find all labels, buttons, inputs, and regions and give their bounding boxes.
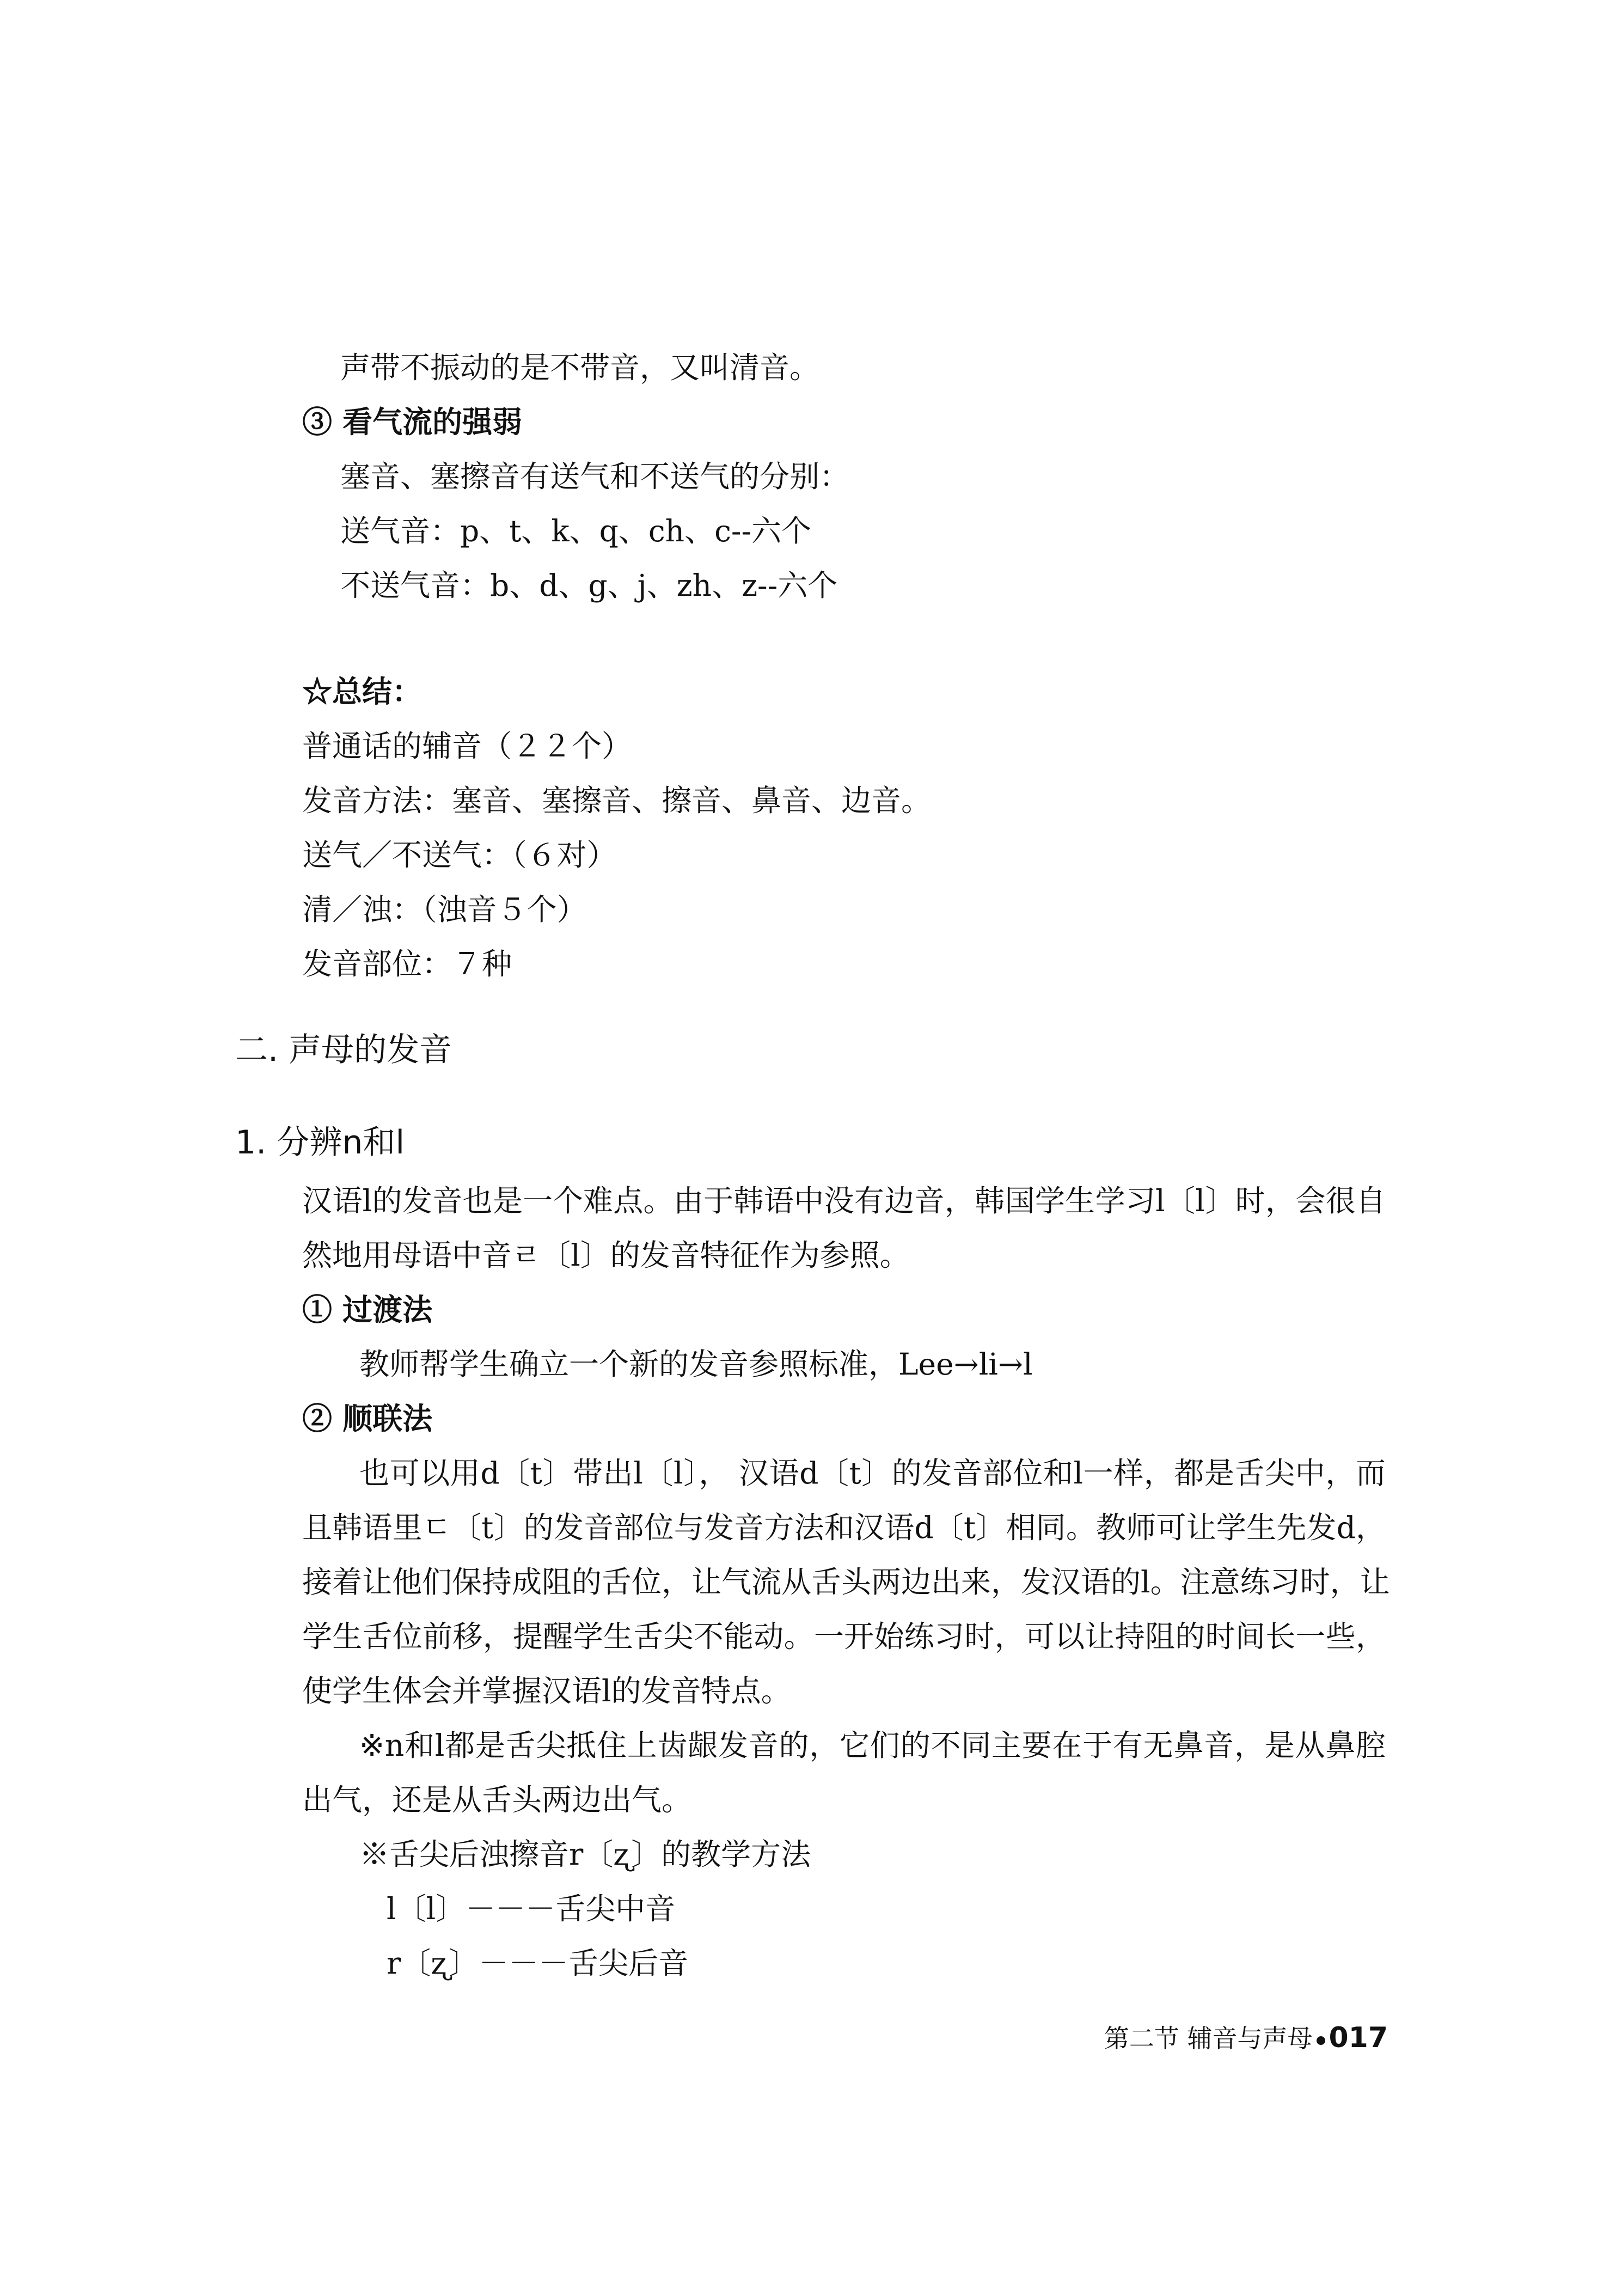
note-line: ※舌尖后浊擦音r〔ʐ〕的教学方法 (359, 1837, 811, 1872)
text-line: 送气音：p、t、k、q、ch、c--六个 (340, 514, 812, 548)
text-line: l〔l〕－－－舌尖中音 (387, 1891, 676, 1926)
subsection-heading: 1. 分辨n和l (235, 1123, 405, 1162)
text-line: 教师帮学生确立一个新的发音参照标准，Lee→li→l (359, 1347, 1033, 1382)
summary-heading: ☆总结： (302, 674, 423, 709)
subheading: ③ 看气流的强弱 (302, 404, 523, 439)
text-line: 学生舌位前移，提醒学生舌尖不能动。一开始练习时，可以让持阻的时间长一些， (302, 1619, 1386, 1654)
text-line: 送气／不送气：（６对） (302, 838, 617, 872)
bullet-dot-icon (1317, 2036, 1325, 2045)
text-line: 清／浊：（浊音５个） (302, 892, 587, 927)
footer-section: 第二节 辅音与声母 (1104, 2024, 1313, 2053)
text-line: 发音方法：塞音、塞擦音、擦音、鼻音、边音。 (302, 783, 932, 818)
page-number: 017 (1329, 2022, 1388, 2054)
subheading: ① 过渡法 (302, 1292, 433, 1327)
note-line: 出气，还是从舌头两边出气。 (302, 1782, 692, 1817)
subheading: ② 顺联法 (302, 1401, 433, 1436)
text-line: 普通话的辅音（２２个） (302, 729, 632, 764)
text-line: 然地用母语中音ㄹ〔l〕的发音特征作为参照。 (302, 1238, 910, 1273)
text-line: 发音部位：７种 (302, 947, 512, 981)
text-line: 汉语l的发音也是一个难点。由于韩语中没有边音，韩国学生学习l〔l〕时，会很自 (302, 1183, 1386, 1218)
text-line: 声带不振动的是不带音，又叫清音。 (340, 350, 820, 385)
text-line: 接着让他们保持成阻的舌位，让气流从舌头两边出来，发汉语的l。注意练习时，让 (302, 1565, 1390, 1599)
text-line: 不送气音：b、d、g、j、zh、z--六个 (340, 568, 838, 603)
text-line: 使学生体会并掌握汉语l的发音特点。 (302, 1674, 791, 1708)
text-line: 塞音、塞擦音有送气和不送气的分别： (340, 459, 850, 494)
text-line: 也可以用d〔t〕带出l〔l〕， 汉语d〔t〕的发音部位和l一样，都是舌尖中，而 (359, 1456, 1386, 1491)
text-line: r〔ʐ〕－－－舌尖后音 (387, 1946, 689, 1981)
note-line: ※n和l都是舌尖抵住上齿龈发音的，它们的不同主要在于有无鼻音，是从鼻腔 (359, 1728, 1386, 1763)
page-footer (1104, 2022, 1388, 2055)
section-heading: 二. 声母的发音 (235, 1031, 452, 1069)
text-line: 且韩语里ㄷ〔t〕的发音部位与发音方法和汉语d〔t〕相同。教师可让学生先发d， (302, 1510, 1386, 1545)
